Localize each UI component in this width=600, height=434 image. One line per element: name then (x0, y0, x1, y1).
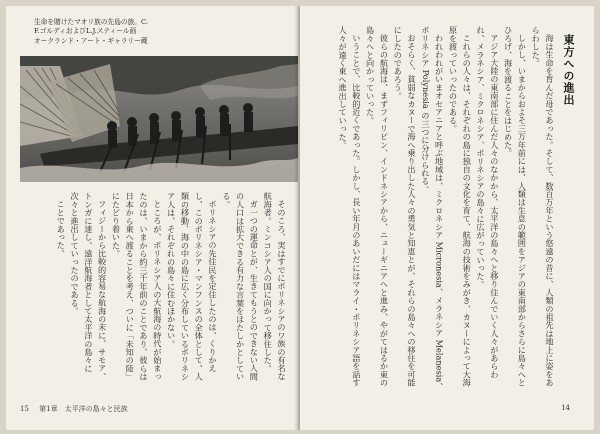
paragraph: アジア大陸の東南部に住んだ人々のなかから、太平洋の島々へと移り住んでいく人々があらわれ、メラネシア、ミクロネシア、ポリネシアの島々に広がっていった。 (476, 26, 500, 379)
right-page-footer (561, 404, 570, 412)
figure-caption (34, 18, 258, 46)
paragraph: ことであった。 (56, 200, 67, 258)
left-page-text (30, 192, 288, 382)
paragraph: おそらく、貧弱なカヌーで海へ乗り出した人々の勇気と知恵とが、それらの島々への移住を可能にしたのであろう。 (393, 26, 418, 387)
paragraph: そのころ、実はすでにポリネシアのワ族の有名な航海者。ミンコシア人の国に向かって移住した。 (263, 192, 287, 381)
paragraph: われわれがいまオセアニアと呼ぶ地域は、ミクロネシア Micronesia、メラネシア Melanesia、ポリネシア Polynesia の三つに分けられる。 (420, 26, 445, 391)
page-number: 15 (20, 405, 29, 413)
paragraph: これらの人々は、それぞれの島に独自の文化を育て、航海の技術をみがき、カヌーによって大海原を渡っていったのである。 (448, 26, 473, 387)
left-page (6, 6, 298, 430)
right-page (300, 6, 594, 430)
running-header: 第1章 太平洋の島々と民族 (39, 405, 128, 413)
left-page-footer (20, 404, 128, 414)
paragraph: しかし、いまからおよそ三万年前には、人類は生息の範囲をアジアの東南部からさらに島々へとひろげ、海を渡ることをはじめた。 (503, 26, 528, 387)
caption-line: 生命を賭けたマオリ族の先島の旅。C. (34, 18, 149, 26)
caption-line: F.ゴルディおよびL.J.スティール画 (34, 27, 137, 36)
right-page-text (318, 26, 556, 392)
paragraph: フィジーから比較的容易な航海の末に、サモア、トンガに達し、遠洋航海者として太平洋の島々に次々と進出していったのである。 (70, 192, 108, 381)
paragraph: ポリネシアの先住民を定住したのは、くりかえし、このボリネシア・マンフンスの全体として、人類の移動、海の中の島に広く分布しているポリネシア人は、それぞれの島々に住むほかない。 (166, 192, 219, 381)
paragraph: 彼らの航海は、まずフィリピン、インドネシアから、ニューギニアへと進み、やがてはるか東の島々へと向かっていった。 (365, 26, 390, 387)
paragraph: ところが、ポリネシア人の大航海の時代が始まったのは、いまから約三千年前のことであり、彼らは日本から東へ渡ることを考え、ついに「未知の陸」にたどり着いた。 (111, 192, 163, 381)
paragraph: ガ一つの運命とが、生きてもうとのできない人間の人口は拡大できる有力な言葉をはたしかとしている。 (221, 192, 260, 381)
page-number: 14 (561, 404, 570, 412)
paragraph: 海は生命を育んだ母であった。そして、数百万年という悠遠の昔に、人類の祖先は地上に姿をあらわした。 (531, 26, 555, 387)
paragraph: いうことで、比較的近くであった。しかし、長い年月のあいだにはマライ・ポリネシア語を話す人々が遠く東へ進出していった。 (338, 26, 362, 387)
section-heading: 東方への進出 (562, 34, 575, 106)
maori-voyage-painting (20, 56, 298, 182)
caption-line: オークランド・アート・ギャラリー蔵 (34, 36, 148, 45)
